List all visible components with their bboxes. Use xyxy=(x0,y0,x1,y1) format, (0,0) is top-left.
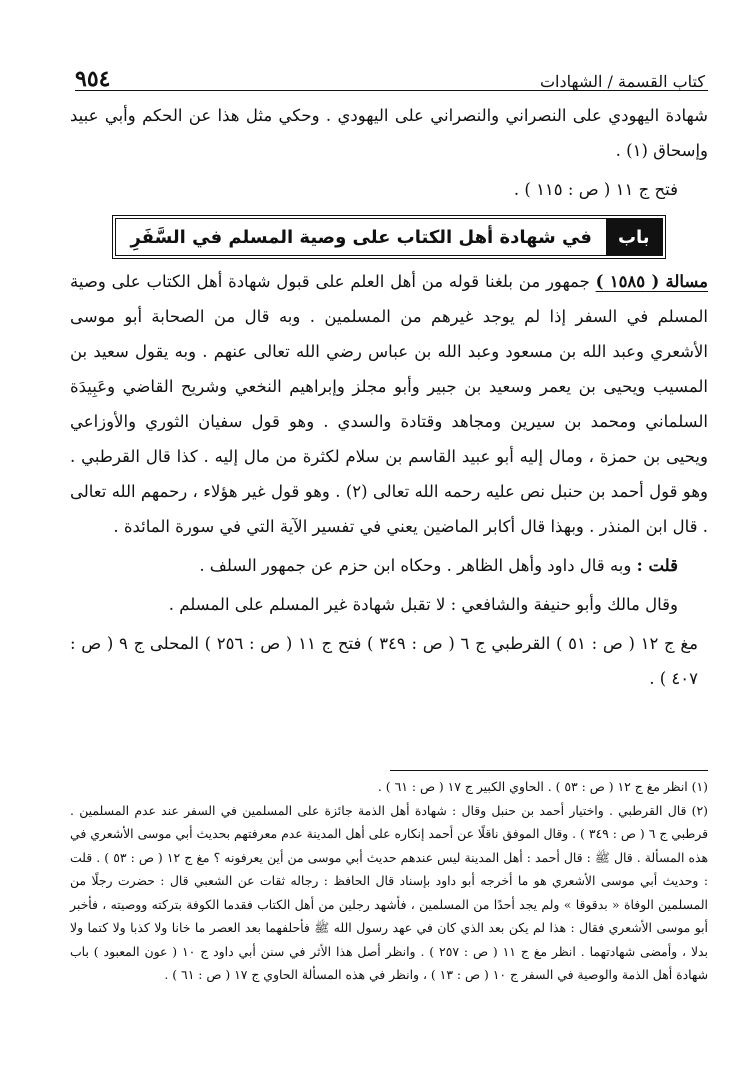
reference-1: فتح ج ١١ ( ص : ١١٥ ) . xyxy=(513,180,678,199)
running-title: كتاب القسمة / الشهادات xyxy=(539,72,705,91)
footnotes xyxy=(70,775,708,987)
masala-text: جمهور من بلغنا قوله من أهل العلم على قبول شهادة أهل الكتاب على وصية المسلم في السفر إذا لم يوجد غيرهم من المسلمين . وبه قال من الصحابة أبو موسى الأشعري وعبد الله بن مسعود وعبد الله بن عباس رضي الله تعالى عنهم . وبه يقول سعيد بن المسيب ويحيى بن يعمر وسعيد بن جبير وأبو مجلز وإبراهيم النخعي وشريح القاضي وعَبِيدَة السلماني ومحمد بن سيرين ومجاهد وقتادة والسدي . وهو قول سفيان الثوري والأوزاعي ويحيى بن حمزة ، ومال إليه أبو عبيد القاسم بن سلام لكثرة من مال إليه . كذا قال القرطبي . وهو قول أحمد بن حنبل نص عليه رحمه الله تعالى (٢) . وهو قول غير هؤلاء ، رحمهم الله تعالى . قال ابن المنذر . وبهذا قال أكابر الماضين يعني في تفسير الآية التي في سورة المائدة . xyxy=(70,272,709,536)
paragraph-1: شهادة اليهودي على النصراني والنصراني على اليهودي . وحكي مثل هذا عن الحكم وأبي عبيد وإسحاق (١) . xyxy=(70,106,708,160)
footnote-1: (١) انظر مغ ج ١٢ ( ص : ٥٣ ) . الحاوي الكبير ج ١٧ ( ص : ٦١ ) . xyxy=(377,779,708,794)
section-label: باب xyxy=(606,219,662,255)
section-heading xyxy=(115,218,662,256)
section-title: في شهادة أهل الكتاب على وصية المسلم في السَّفَرِ xyxy=(130,226,592,248)
malik-paragraph: وقال مالك وأبو حنيفة والشافعي : لا تقبل شهادة غير المسلم على المسلم . xyxy=(168,595,678,614)
qultu-text: وبه قال داود وأهل الظاهر . وحكاه ابن حزم عن جمهور السلف . xyxy=(199,556,632,575)
main-text xyxy=(70,98,708,696)
qultu-label: قلت : xyxy=(636,556,678,575)
reference-2: مغ ج ١٢ ( ص : ٥١ ) القرطبي ج ٦ ( ص : ٣٤٩ ) فتح ج ١١ ( ص : ٢٥٦ ) المحلى ج ٩ ( ص : ٤٠٧ ) . xyxy=(70,634,698,688)
qultu-paragraph xyxy=(70,548,708,583)
header-rule xyxy=(75,90,708,91)
section-heading-wrapper xyxy=(70,218,708,256)
running-header xyxy=(75,58,705,90)
footnote-rule xyxy=(390,770,708,771)
masala-paragraph xyxy=(70,264,708,544)
masala-label: مسالة ( ١٥٨٥ ) xyxy=(595,272,708,291)
footnote-2: (٢) قال القرطبي . واختيار أحمد بن حنبل وقال : شهادة أهل الذمة جائزة على المسلمين في السفر عند عدم المسلمين . قرطبي ج ٦ ( ص : ٣٤٩ ) . وقال الموفق ناقلًا عن أحمد إنكاره على أهل المدينة عدم معرفتهم بحديث أبي موسى الأشعري في هذه المسألة . قال ﷺ : قال أحمد : أهل المدينة ليس عندهم حديث أبي موسى من أين يعرفونه ؟ مغ ج ١٢ ( ص : ٥٣ ) . قلت : وحديث أبي موسى الأشعري هو ما أخرجه أبو داود بإسناد قال الحافظ : رجاله ثقات عن الشعبي قال : حضرت رجلًا من المسلمين الوفاة « بدقوقا » ولم يجد أحدًا من المسلمين ، فأشهد رجلين من أهل الكتاب فقدما الكوفة بتركته ووصيته ، فأخبر أبو موسى الأشعري فقال : هذا لم يكن بعد الذي كان في عهد رسول الله ﷺ فأحلفهما بعد العصر ما خانا ولا كذبا ولا كتما ولا بدلا ، وأمضى شهادتهما . انظر مغ ج ١١ ( ص : ٢٥٧ ) . وانظر أصل هذا الأثر في سنن أبي داود ج ١٠ ( عون المعبود ) باب شهادة أهل الذمة والوصية في السفر ج ١٠ ( ص : ١٣ ) ، وانظر في هذه المسألة الحاوي ج ١٧ ( ص : ٦١ ) . xyxy=(70,802,708,982)
page-number: ٩٥٤ xyxy=(75,66,111,92)
